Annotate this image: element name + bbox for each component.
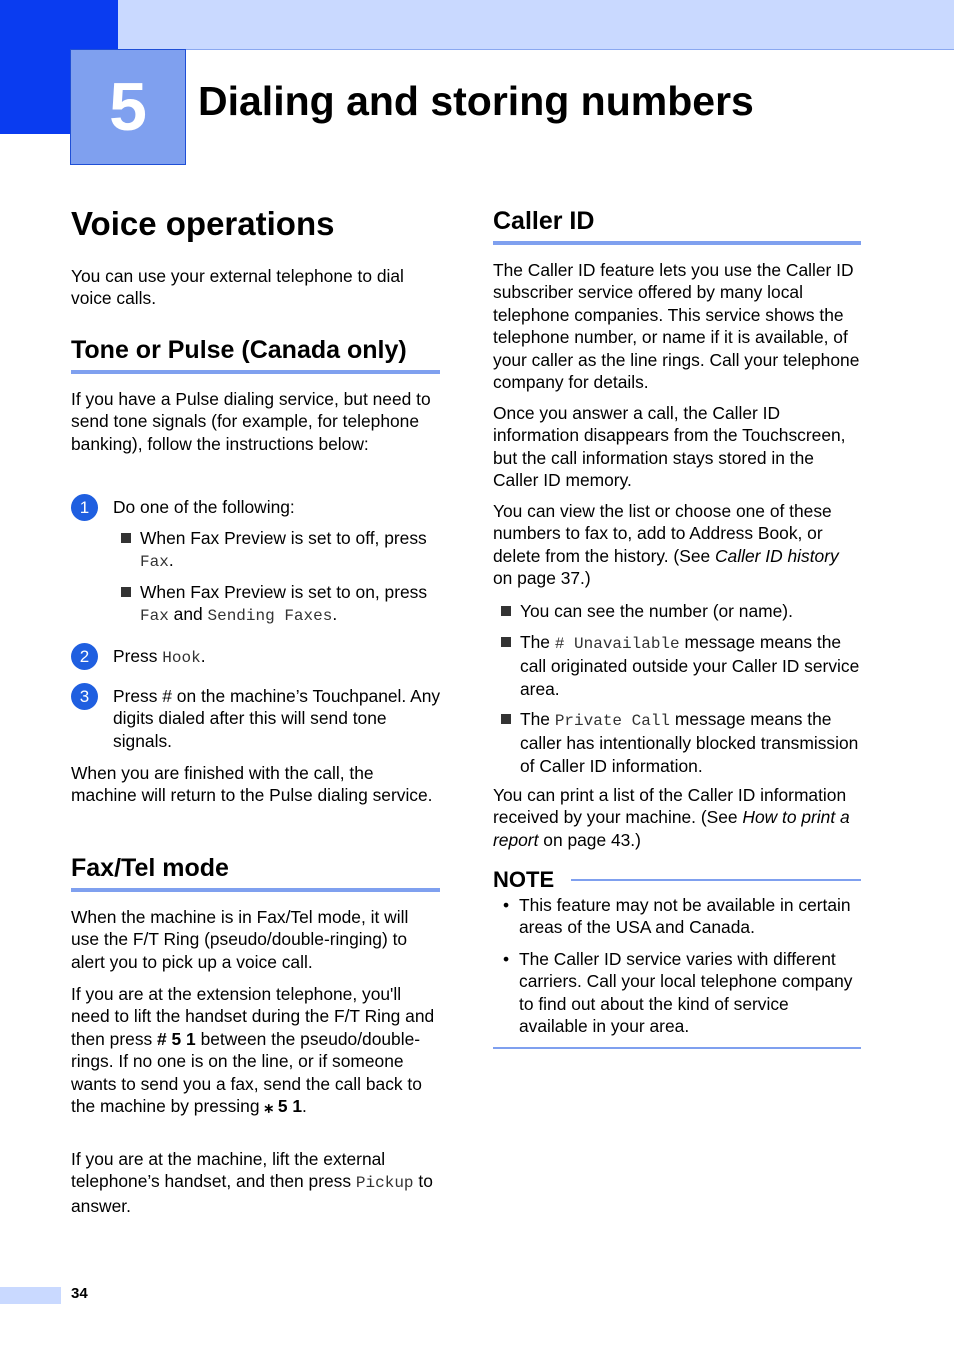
- square-bullet-icon: [121, 533, 131, 543]
- callerid-para-1: The Caller ID feature lets you use the Caller ID subscriber service offered by many local telephone companies. This service shows the telephone number, or name if it is available, of your caller as the line rings. Call your telephone company for details.: [493, 260, 860, 393]
- square-bullet-icon: [121, 587, 131, 597]
- faxtel-para-2: If you are at the extension telephone, you'll need to lift the handset during the F/T Ring and then press # 5 1 between the pseudo/double-rings. If no one is on the line, or if someone wants to send you a fax, send the call back to the machine by pressing ⁎ 5 1.: [71, 984, 435, 1117]
- note-divider: [571, 879, 861, 881]
- faxtel-para-1: When the machine is in Fax/Tel mode, it will use the F/T Ring (pseudo/double-ringing) to alert you to pick up a voice call.: [71, 907, 409, 972]
- faxtel-para-3: If you are at the machine, lift the external telephone’s handset, and then press Pickup to answer.: [71, 1149, 433, 1216]
- fax-tel-heading: Fax/Tel mode: [71, 854, 440, 892]
- step-1-text: Do one of the following:: [113, 497, 295, 517]
- footer-bar: [0, 1287, 61, 1304]
- callerid-bullet-2: The # Unavailable message means the call originated outside your Caller ID service area.: [501, 631, 861, 700]
- voice-operations-heading: Voice operations: [71, 205, 335, 242]
- page-number: 34: [71, 1285, 88, 1302]
- voice-intro: You can use your external telephone to dial voice calls.: [71, 266, 404, 309]
- code-sending-faxes: Sending Faxes: [207, 607, 333, 626]
- note-title: NOTE: [493, 867, 555, 892]
- code-fax: Fax: [140, 553, 169, 572]
- step-number-2: 2: [71, 643, 98, 670]
- step-3-text: Press # on the machine’s Touchpanel. Any digits dialed after this will send tone signals.: [113, 686, 441, 751]
- substep-fax-preview-off: When Fax Preview is set to off, press Fax.: [121, 527, 441, 574]
- caller-id-heading: Caller ID: [493, 207, 861, 245]
- bullet-dot-icon: •: [503, 895, 510, 915]
- substep-fax-preview-on: When Fax Preview is set to on, press Fax and Sending Faxes.: [121, 581, 441, 628]
- note-item-2: • The Caller ID service varies with different carriers. Call your local telephone company to find out about the kind of service available in your area.: [493, 948, 861, 1038]
- code-private-call: Private Call: [554, 712, 671, 730]
- code-fax: Fax: [140, 607, 169, 626]
- square-bullet-icon: [501, 606, 511, 616]
- code-pickup: Pickup: [355, 1174, 414, 1193]
- callerid-bullet-1: You can see the number (or name).: [501, 600, 861, 622]
- step-2: 2 Press Hook.: [71, 645, 206, 670]
- link-caller-id-history: Caller ID history: [715, 545, 839, 566]
- note-item-1: • This feature may not be available in certain areas of the USA and Canada.: [493, 894, 861, 939]
- callerid-para-3: You can view the list or choose one of these numbers to fax to, add to Address Book, or delete from the history. (See Caller ID history on page 37.): [493, 501, 839, 589]
- step-number-1: 1: [71, 494, 98, 521]
- tone-pulse-heading: Tone or Pulse (Canada only): [71, 336, 440, 374]
- note-bottom-rule: [493, 1047, 861, 1049]
- tone-intro: If you have a Pulse dialing service, but need to send tone signals (for example, for telephone banking), follow the instructions below:: [71, 389, 431, 454]
- note-header: [493, 867, 861, 893]
- tone-outro: When you are finished with the call, the machine will return to the Pulse dialing service.: [71, 763, 433, 806]
- square-bullet-icon: [501, 714, 511, 724]
- step-number-3: 3: [71, 683, 98, 710]
- code-unavailable: # Unavailable: [554, 635, 680, 653]
- chapter-band-top: [118, 0, 954, 50]
- link-how-to-print-report: How to print a report: [493, 807, 850, 850]
- bullet-dot-icon: •: [503, 949, 510, 969]
- chapter-title: Dialing and storing numbers: [198, 78, 754, 124]
- step-3: [71, 685, 441, 752]
- square-bullet-icon: [501, 637, 511, 647]
- callerid-para-2: Once you answer a call, the Caller ID information disappears from the Touchscreen, but the call information stays stored in the Caller ID memory.: [493, 403, 846, 491]
- callerid-para-4: You can print a list of the Caller ID information received by your machine. (See How to print a report on page 43.): [493, 785, 850, 850]
- chapter-number: 5: [70, 49, 186, 165]
- step-1: [71, 496, 295, 521]
- callerid-bullet-3: The Private Call message means the caller has intentionally blocked transmission of Caller ID information.: [501, 708, 861, 777]
- code-hook: Hook: [162, 649, 201, 667]
